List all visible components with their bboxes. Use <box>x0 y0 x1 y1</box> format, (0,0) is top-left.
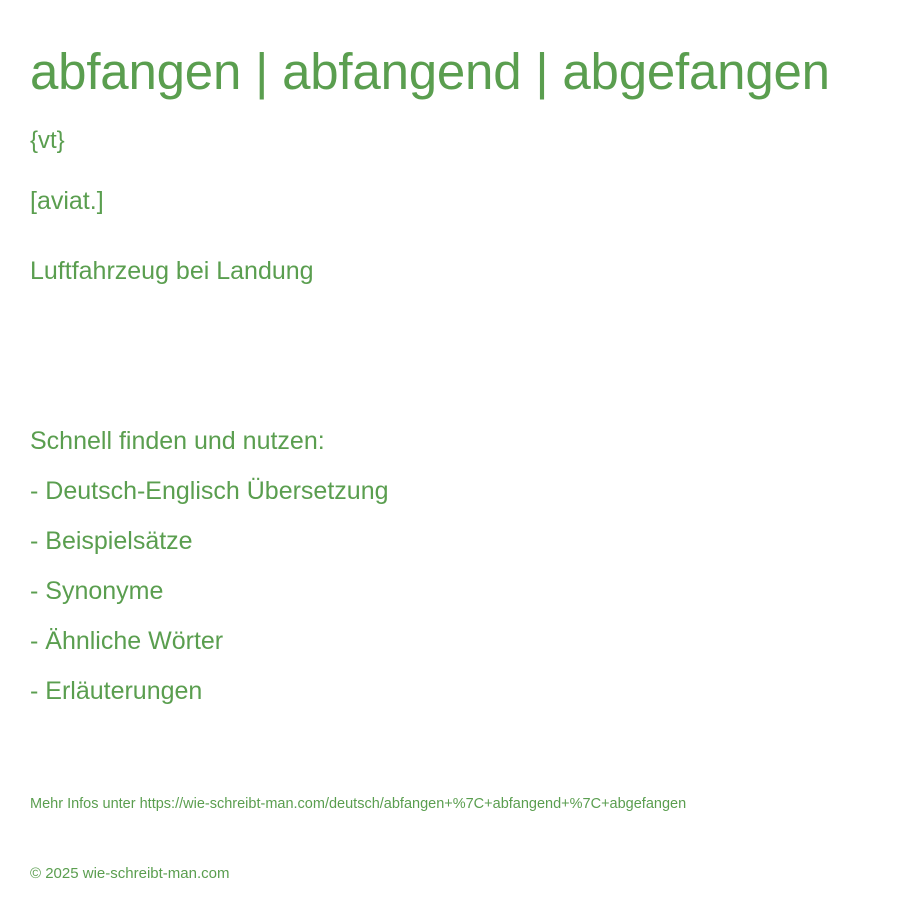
domain-label: [aviat.] <box>30 187 104 215</box>
part-of-speech-label: {vt} <box>30 127 65 154</box>
page-title: abfangen | abfangend | abgefangen <box>30 43 830 100</box>
definition-text: Luftfahrzeug bei Landung <box>30 257 314 285</box>
features-list <box>30 476 389 726</box>
feature-item-explanations: - Erläuterungen <box>30 677 203 705</box>
feature-item-synonyms: - Synonyme <box>30 577 164 605</box>
copyright-notice: © 2025 wie-schreibt-man.com <box>30 865 230 882</box>
feature-item-similar-words: - Ähnliche Wörter <box>30 627 224 655</box>
feature-item-translation: - Deutsch-Englisch Übersetzung <box>30 477 389 505</box>
features-heading: Schnell finden und nutzen: <box>30 427 325 455</box>
feature-item-example-sentences: - Beispielsätze <box>30 527 193 555</box>
more-info-link-text: Mehr Infos unter https://wie-schreibt-man.com/deutsch/abfangen+%7C+abfangend+%7C+abgefangen <box>30 796 687 812</box>
